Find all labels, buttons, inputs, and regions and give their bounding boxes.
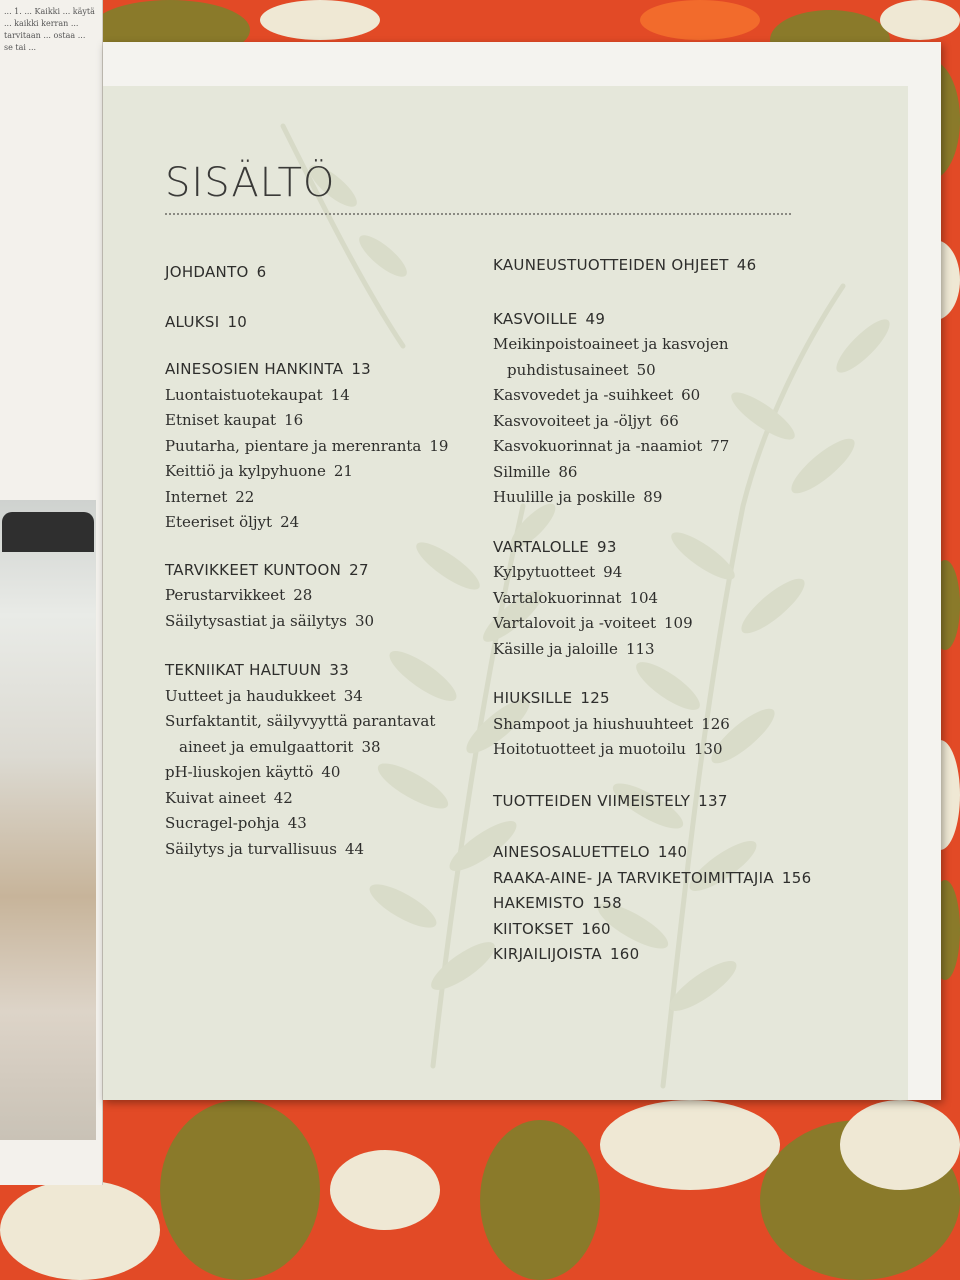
toc-item-text: Shampoot ja hiushuuhteet (493, 714, 694, 733)
toc-item (165, 709, 495, 735)
toc-page-number: 6 (256, 263, 267, 281)
toc-item (493, 460, 833, 486)
toc-item-text: Käsille ja jaloille (493, 639, 618, 658)
toc-item-text: Etniset kaupat (165, 411, 277, 429)
toc-page-number: 30 (354, 611, 375, 630)
toc-heading-text: TUOTTEIDEN VIIMEISTELY (493, 791, 691, 810)
toc-page-number: 104 (629, 588, 659, 607)
toc-section-johdanto (165, 260, 495, 286)
toc-section-vartalolle (493, 535, 833, 663)
toc-item (165, 811, 495, 837)
toc-page-number: 156 (781, 868, 812, 887)
toc-section-viimeistely (493, 789, 833, 815)
toc-item (493, 586, 833, 612)
toc-page-number: 125 (580, 689, 610, 707)
toc-page-number: 16 (284, 411, 304, 429)
toc-heading (493, 917, 833, 943)
toc-page-number: 130 (693, 740, 723, 758)
toc-page-number: 19 (429, 436, 449, 455)
toc-page-number: 43 (287, 814, 307, 832)
toc-item-text: Sucragel-pohja (165, 814, 280, 832)
toc-item-text: Huulille ja poskille (493, 488, 636, 506)
toc-heading-text: JOHDANTO (165, 263, 249, 281)
toc-heading-text: KIITOKSET (493, 919, 574, 938)
toc-item (165, 510, 495, 536)
toc-heading-text: HAKEMISTO (493, 894, 585, 912)
toc-item-continuation (493, 358, 833, 384)
toc-page-number: 160 (581, 919, 611, 938)
toc-page-number: 44 (345, 839, 365, 858)
toc-page-number: 113 (625, 639, 655, 658)
toc-heading (493, 891, 833, 917)
toc-page-number: 40 (321, 763, 341, 781)
toc-page-number: 49 (585, 309, 606, 328)
toc-page-number: 50 (636, 360, 656, 379)
toc-heading (165, 658, 495, 684)
toc-heading (493, 789, 833, 815)
toc-page-number: 21 (333, 462, 353, 480)
toc-item (165, 408, 495, 434)
toc-item (493, 611, 833, 637)
toc-item (165, 583, 495, 609)
toc-item (165, 760, 495, 786)
toc-item (165, 837, 495, 863)
toc-item-text: Keittiö ja kylpyhuone (165, 462, 326, 480)
toc-item-text: Vartalovoit ja -voiteet (493, 614, 657, 632)
toc-item (165, 485, 495, 511)
toc-item-text: Luontaistuotekaupat (165, 385, 323, 404)
toc-item (165, 609, 495, 635)
toc-page-number: 140 (657, 843, 688, 861)
toc-page-number: 160 (609, 945, 640, 963)
toc-item-text: Internet (165, 487, 228, 506)
toc-section-aluksi (165, 310, 495, 336)
toc-page-number: 14 (330, 385, 350, 404)
toc-item (165, 434, 495, 460)
toc-page-number: 158 (592, 894, 622, 912)
toc-page-number: 28 (293, 586, 313, 604)
toc-left-column (165, 260, 495, 862)
toc-heading (165, 357, 495, 383)
toc-section-tarvikkeet (165, 558, 495, 635)
toc-page-number: 34 (343, 686, 363, 705)
toc-item-text: Silmille (493, 462, 551, 481)
toc-item (493, 434, 833, 460)
toc-page-number: 109 (664, 614, 693, 632)
toc-page-number: 89 (643, 488, 663, 506)
toc-heading (165, 260, 495, 286)
toc-heading (165, 310, 495, 336)
toc-heading-text: AINESOSALUETTELO (493, 843, 650, 861)
toc-item (493, 383, 833, 409)
left-page (0, 0, 103, 1185)
toc-item (493, 560, 833, 586)
toc-item-text: Vartalokuorinnat (493, 588, 622, 607)
left-page-photo (0, 500, 96, 1140)
dotted-divider (165, 213, 791, 215)
toc-page-number: 126 (701, 714, 730, 733)
toc-item (493, 712, 833, 738)
toc-item (493, 485, 833, 511)
toc-item (493, 332, 833, 358)
toc-heading (493, 942, 833, 968)
toc-heading (493, 840, 833, 866)
toc-heading-text: AINESOSIEN HANKINTA (165, 360, 344, 378)
toc-item-text: Säilytys ja turvallisuus (165, 839, 338, 858)
toc-item-text: Kylpytuotteet (493, 563, 596, 581)
toc-page-number: 77 (710, 437, 730, 455)
toc-page-number: 22 (235, 487, 255, 506)
toc-item-text: Kasvovedet ja -suihkeet (493, 386, 674, 404)
jar-lid-photo (2, 512, 94, 552)
toc-heading (493, 866, 833, 892)
toc-item-text: Kuivat aineet (165, 788, 266, 807)
toc-heading-text: KASVOILLE (493, 309, 578, 328)
toc-item-text: Puutarha, pientare ja merenranta (165, 436, 422, 455)
page-title: SISÄLTÖ (165, 160, 336, 206)
toc-item-text: Surfaktantit, säilyvyyttä parantavat (165, 712, 436, 730)
toc-item-text: aineet ja emulgaattorit (179, 737, 354, 756)
left-page-text: ... 1. ... Kaikki ... käytä ... kaikki kerran ... tarvitaan ... ostaa ... se tai ... (4, 7, 95, 52)
toc-page-number: 46 (736, 256, 757, 274)
toc-item (493, 637, 833, 663)
toc-heading-text: VARTALOLLE (493, 537, 589, 556)
toc-item-continuation (165, 735, 495, 761)
toc-item (165, 786, 495, 812)
toc-page-number: 66 (659, 411, 679, 430)
toc-heading-text: KAUNEUSTUOTTEIDEN OHJEET (493, 256, 729, 274)
toc-heading (493, 253, 833, 279)
toc-item-text: puhdistusaineet (507, 360, 629, 379)
toc-heading (493, 535, 833, 561)
toc-heading (493, 686, 833, 712)
toc-section-kauneustuotteiden-ohjeet (493, 253, 833, 279)
toc-heading (165, 558, 495, 584)
toc-page-number: 13 (351, 360, 372, 378)
toc-item-text: Kasvovoiteet ja -öljyt (493, 411, 652, 430)
toc-page-number: 93 (596, 537, 617, 556)
toc-item (165, 459, 495, 485)
toc-item-text: Säilytysastiat ja säilytys (165, 611, 347, 630)
toc-item (165, 383, 495, 409)
toc-heading-text: ALUKSI (165, 312, 220, 331)
toc-item-text: Kasvokuorinnat ja -naamiot (493, 437, 703, 455)
toc-right-column (493, 253, 833, 968)
toc-heading-text: KIRJAILIJOISTA (493, 945, 602, 963)
toc-heading-text: TARVIKKEET KUNTOON (165, 560, 342, 579)
toc-heading-text: RAAKA-AINE- JA TARVIKETOIMITTAJIA (493, 868, 774, 887)
toc-page-number: 24 (280, 513, 300, 531)
toc-item (165, 684, 495, 710)
toc-page-number: 60 (681, 386, 701, 404)
toc-item-text: Hoitotuotteet ja muotoilu (493, 740, 686, 758)
contents-page (103, 42, 941, 1100)
toc-page-number: 94 (603, 563, 623, 581)
toc-page-number: 33 (329, 661, 350, 679)
toc-item-text: Eteeriset öljyt (165, 513, 273, 531)
toc-section-ainesosien-hankinta (165, 357, 495, 536)
toc-item (493, 409, 833, 435)
toc-section-hiuksille (493, 686, 833, 763)
toc-page-number: 137 (698, 791, 728, 810)
toc-item-text: pH-liuskojen käyttö (165, 763, 314, 781)
toc-section-tekniikat (165, 658, 495, 862)
toc-page-number: 38 (361, 737, 381, 756)
toc-item-text: Perustarvikkeet (165, 586, 286, 604)
toc-page-number: 27 (349, 560, 369, 579)
toc-heading-text: HIUKSILLE (493, 689, 573, 707)
toc-item (493, 737, 833, 763)
toc-page-number: 86 (558, 462, 578, 481)
toc-page-number: 10 (227, 312, 248, 331)
toc-section-kasvoille (493, 307, 833, 511)
toc-item-text: Uutteet ja haudukkeet (165, 686, 336, 705)
toc-page-number: 42 (273, 788, 293, 807)
toc-item-text: Meikinpoistoaineet ja kasvojen (493, 335, 729, 353)
toc-heading-text: TEKNIIKAT HALTUUN (165, 661, 322, 679)
toc-heading (493, 307, 833, 333)
toc-section-appendix (493, 840, 833, 968)
